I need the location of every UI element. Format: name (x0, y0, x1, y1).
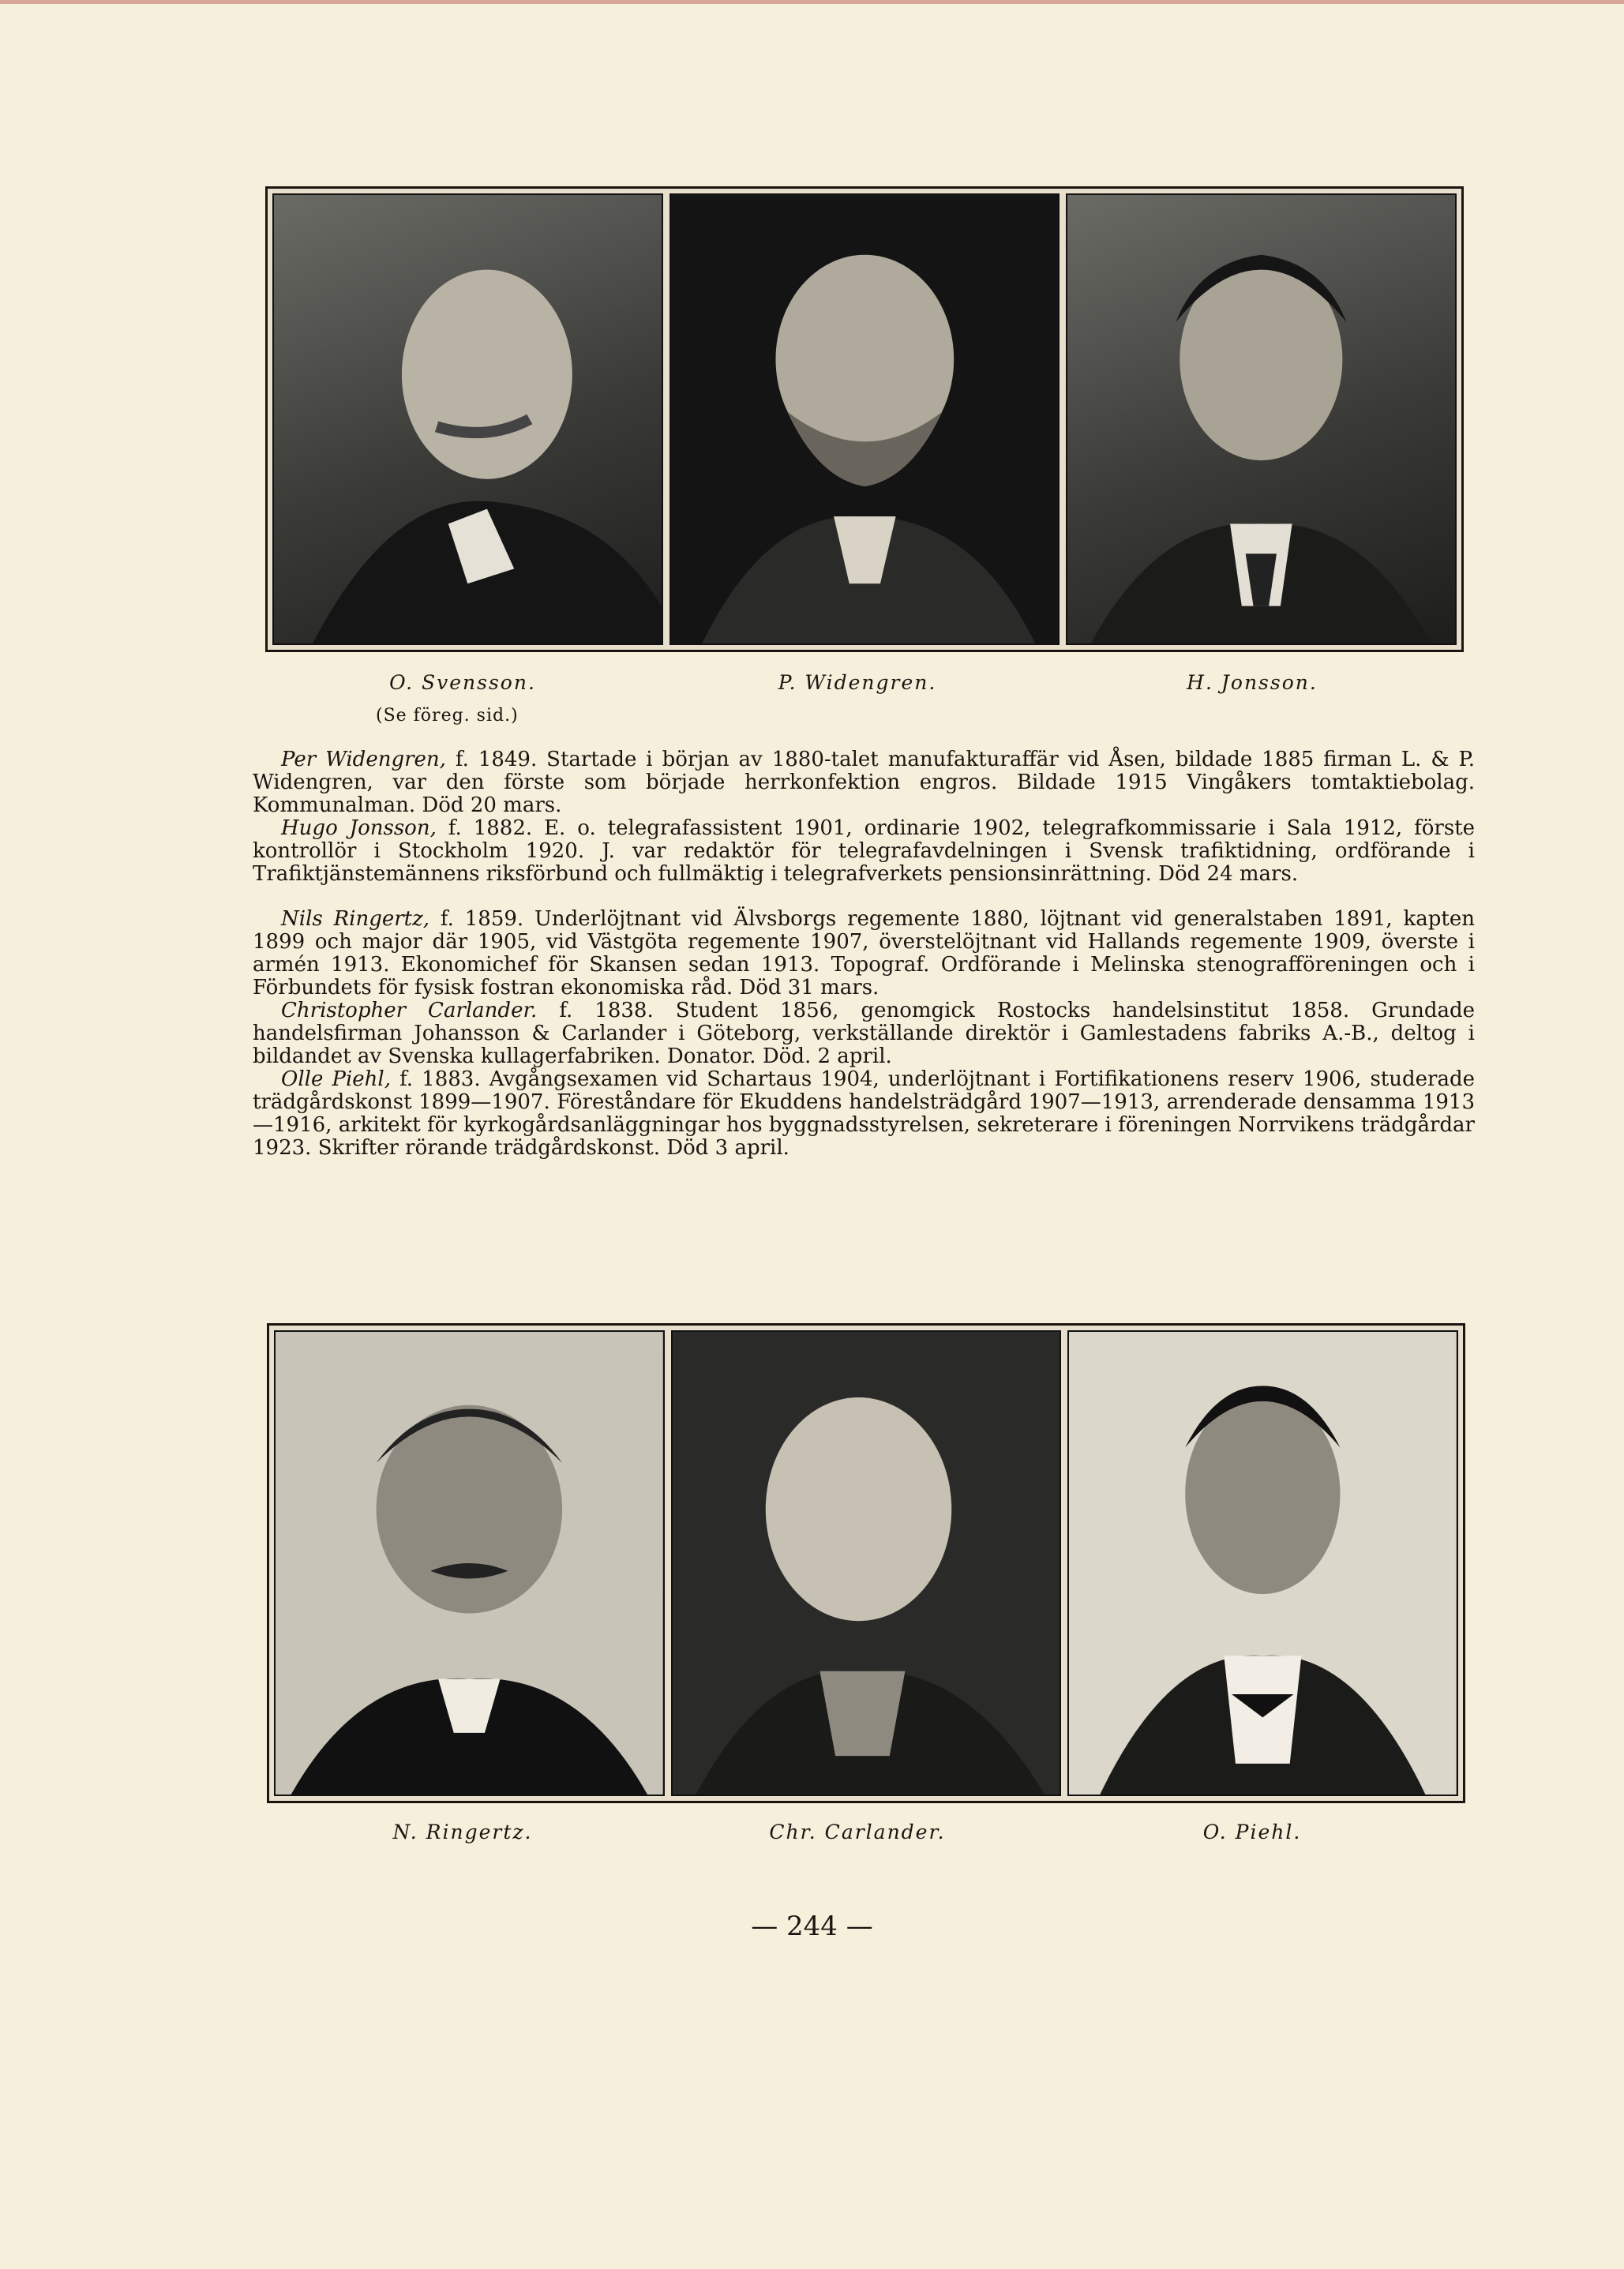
caption-o-svensson: O. Svensson. (389, 671, 536, 694)
paragraph-hugo-jonsson (253, 817, 1475, 886)
caption-h-jonsson: H. Jonsson. (1187, 671, 1318, 694)
top-photo-strip (265, 186, 1464, 652)
top-photo-captions (265, 671, 1450, 694)
bottom-photo-strip (267, 1323, 1465, 1803)
bottom-photo-captions (265, 1821, 1450, 1843)
person-name: Olle Piehl, (281, 1067, 391, 1091)
obituary-text (253, 748, 1475, 1160)
page-number: — 244 — (751, 1911, 873, 1942)
paragraph-body: f. 1838. Student 1856, genomgick Rostocks handelsinstitut 1858. Grundade handelsfirman Johansson & Carlander i Göteborg, verkställande direktör i Gamlestadens fabriks A.-B., deltog i bildandet av Svenska kullagerfabriken. Donator. Död. 2 april. (253, 999, 1475, 1068)
portrait-n-ringertz (274, 1330, 665, 1796)
caption-chr-carlander: Chr. Carlander. (769, 1821, 946, 1843)
caption-o-piehl: O. Piehl. (1202, 1821, 1302, 1843)
portrait-p-widengren (669, 193, 1060, 645)
portrait-o-svensson (272, 193, 663, 645)
paragraph-body: f. 1859. Underlöjtnant vid Älvsborgs regemente 1880, löjtnant vid generalstaben 1891, kapten 1899 och major där 1905, vid Västgöta regemente 1907, överstelöjtnant vid Hallands regemente 1909, överste i armén 1913. Ekonomichef för Skansen sedan 1913. Topograf. Ordförande i Melinska stenografföreningen och i Förbundets för fysisk fostran ekonomiska råd. Död 31 mars. (253, 907, 1475, 999)
paragraph-nils-ringertz (253, 908, 1475, 999)
portrait-o-piehl (1067, 1330, 1458, 1796)
caption-n-ringertz: N. Ringertz. (392, 1821, 533, 1843)
person-name: Hugo Jonsson, (281, 816, 437, 840)
paragraph-christopher-carlander (253, 999, 1475, 1068)
paragraph-olle-piehl (253, 1068, 1475, 1160)
caption-note: (Se föreg. sid.) (376, 706, 519, 726)
person-name: Nils Ringertz, (281, 907, 430, 931)
paragraph-body: f. 1849. Startade i början av 1880-talet manufakturaffär vid Åsen, bildade 1885 firman L. & P. Widengren, var den förste som började herrkonfektion engros. Bildade 1915 Vingåkers tomtaktiebolag. Kommunalman. Död 20 mars. (253, 748, 1475, 817)
top-edge-rule (0, 0, 1624, 4)
paragraph-body: f. 1883. Avgångsexamen vid Schartaus 1904, underlöjtnant i Fortifikationens reserv 1906, studerade trädgårdskonst 1899—1907. Föreståndare för Ekuddens handelsträdgård 1907—1913, arrenderade densamma 1913—1916, arkitekt för kyrkogårdsanläggningar hos byggnadsstyrelsen, sekreterare i föreningen Norrvikens trädgårdar 1923. Skrifter rörande trädgårdskonst. Död 3 april. (253, 1067, 1475, 1160)
person-name: Christopher Carlander. (281, 999, 538, 1022)
person-name: Per Widengren, (281, 748, 446, 771)
paragraph-per-widengren (253, 748, 1475, 817)
portrait-h-jonsson (1066, 193, 1457, 645)
portrait-chr-carlander (671, 1330, 1062, 1796)
caption-p-widengren: P. Widengren. (778, 671, 937, 694)
paragraph-body: f. 1882. E. o. telegrafassistent 1901, ordinarie 1902, telegrafkommissarie i Sala 1912, förste kontrollör i Stockholm 1920. J. var redaktör för telegrafavdelningen i Svensk trafiktidning, ordförande i Trafiktjänstemännens riksförbund och fullmäktig i telegrafverkets pensionsinrättning. Död 24 mars. (253, 816, 1475, 886)
